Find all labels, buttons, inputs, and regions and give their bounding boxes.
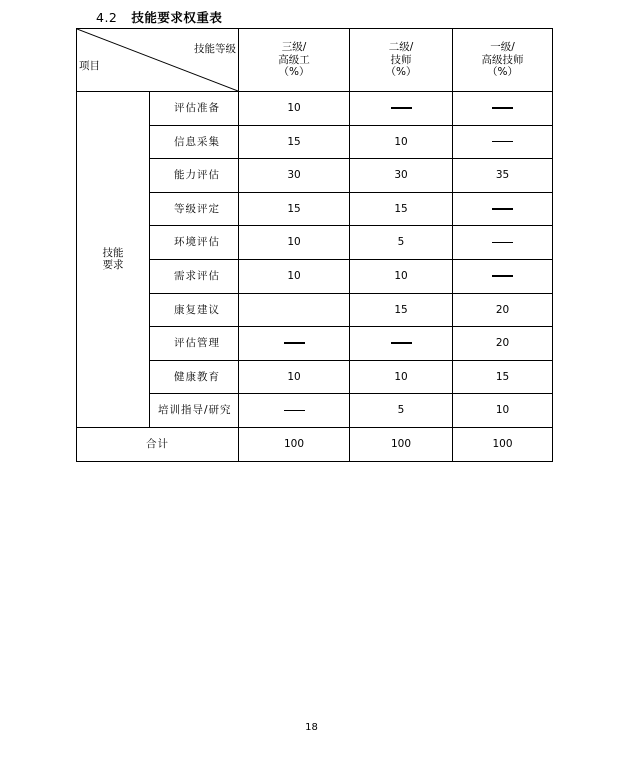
level-header-line: 二级/	[388, 41, 414, 54]
level-header-line: （%）	[278, 66, 310, 79]
skill-level-label: 技能等级	[194, 43, 236, 55]
not-applicable-cell	[350, 327, 453, 361]
item-label: 项目	[79, 60, 100, 73]
skill-weight-table	[76, 28, 553, 462]
not-applicable-cell	[453, 92, 553, 126]
level-header-line: 高级技师	[481, 53, 524, 66]
not-applicable-cell	[239, 394, 350, 428]
not-applicable-cell	[350, 92, 453, 126]
section-heading	[96, 8, 222, 26]
weight-cell: 15	[239, 192, 350, 226]
total-value: 100	[350, 427, 453, 461]
weight-cell: 20	[453, 293, 553, 327]
weight-cell: 30	[239, 159, 350, 193]
weight-cell: 10	[350, 259, 453, 293]
not-applicable-cell	[453, 125, 553, 159]
skill-item-name: 能力评估	[150, 159, 239, 193]
weight-cell: 10	[350, 360, 453, 394]
diagonal-header-cell	[77, 29, 239, 92]
dash-mark	[492, 141, 513, 143]
table-row	[77, 92, 553, 126]
level-header-1	[453, 29, 553, 92]
skill-item-name: 健康教育	[150, 360, 239, 394]
skill-item-name: 信息采集	[150, 125, 239, 159]
weight-cell: 10	[239, 360, 350, 394]
level-header-3	[239, 29, 350, 92]
dash-mark	[492, 208, 513, 210]
page-number: 18	[305, 722, 318, 733]
not-applicable-cell	[453, 192, 553, 226]
weight-cell: 10	[350, 125, 453, 159]
skill-item-name: 康复建议	[150, 293, 239, 327]
weight-cell: 15	[350, 192, 453, 226]
dash-mark	[284, 342, 305, 344]
level-header-line: 一级/	[490, 41, 515, 54]
table-header-row	[77, 29, 553, 92]
diagonal-line	[77, 29, 238, 91]
dash-mark	[492, 107, 513, 109]
total-row	[77, 427, 553, 461]
not-applicable-cell	[239, 327, 350, 361]
weight-cell: 5	[350, 394, 453, 428]
skill-item-name: 评估准备	[150, 92, 239, 126]
weight-cell	[239, 293, 350, 327]
group-label-line: 技能	[102, 246, 124, 259]
skill-item-name: 需求评估	[150, 259, 239, 293]
skill-item-name: 培训指导/研究	[150, 394, 239, 428]
dash-mark	[391, 107, 412, 109]
level-header-line: 技师	[390, 53, 412, 66]
skill-requirements-group	[77, 92, 150, 428]
total-label: 合计	[77, 427, 239, 461]
skill-item-name: 环境评估	[150, 226, 239, 260]
weight-cell: 10	[453, 394, 553, 428]
section-title: 技能要求权重表	[131, 10, 223, 25]
section-number: 4.2	[96, 10, 118, 25]
weight-cell: 10	[239, 259, 350, 293]
weight-cell: 20	[453, 327, 553, 361]
not-applicable-cell	[453, 226, 553, 260]
weight-cell: 10	[239, 226, 350, 260]
weight-cell: 10	[239, 92, 350, 126]
dash-mark	[492, 275, 513, 277]
dash-mark	[492, 242, 513, 244]
dash-mark	[391, 342, 412, 344]
not-applicable-cell	[453, 259, 553, 293]
weight-cell: 15	[350, 293, 453, 327]
level-header-line: （%）	[385, 66, 417, 79]
dash-mark	[284, 410, 305, 412]
weight-cell: 15	[239, 125, 350, 159]
weight-cell: 15	[453, 360, 553, 394]
skill-item-name: 评估管理	[150, 327, 239, 361]
total-value: 100	[453, 427, 553, 461]
weight-cell: 30	[350, 159, 453, 193]
level-header-line: 高级工	[278, 53, 310, 66]
weight-cell: 35	[453, 159, 553, 193]
level-header-line: （%）	[487, 66, 518, 79]
skill-item-name: 等级评定	[150, 192, 239, 226]
group-label-line: 要求	[102, 259, 124, 272]
total-value: 100	[239, 427, 350, 461]
weight-cell: 5	[350, 226, 453, 260]
level-header-line: 三级/	[281, 41, 307, 54]
level-header-2	[350, 29, 453, 92]
